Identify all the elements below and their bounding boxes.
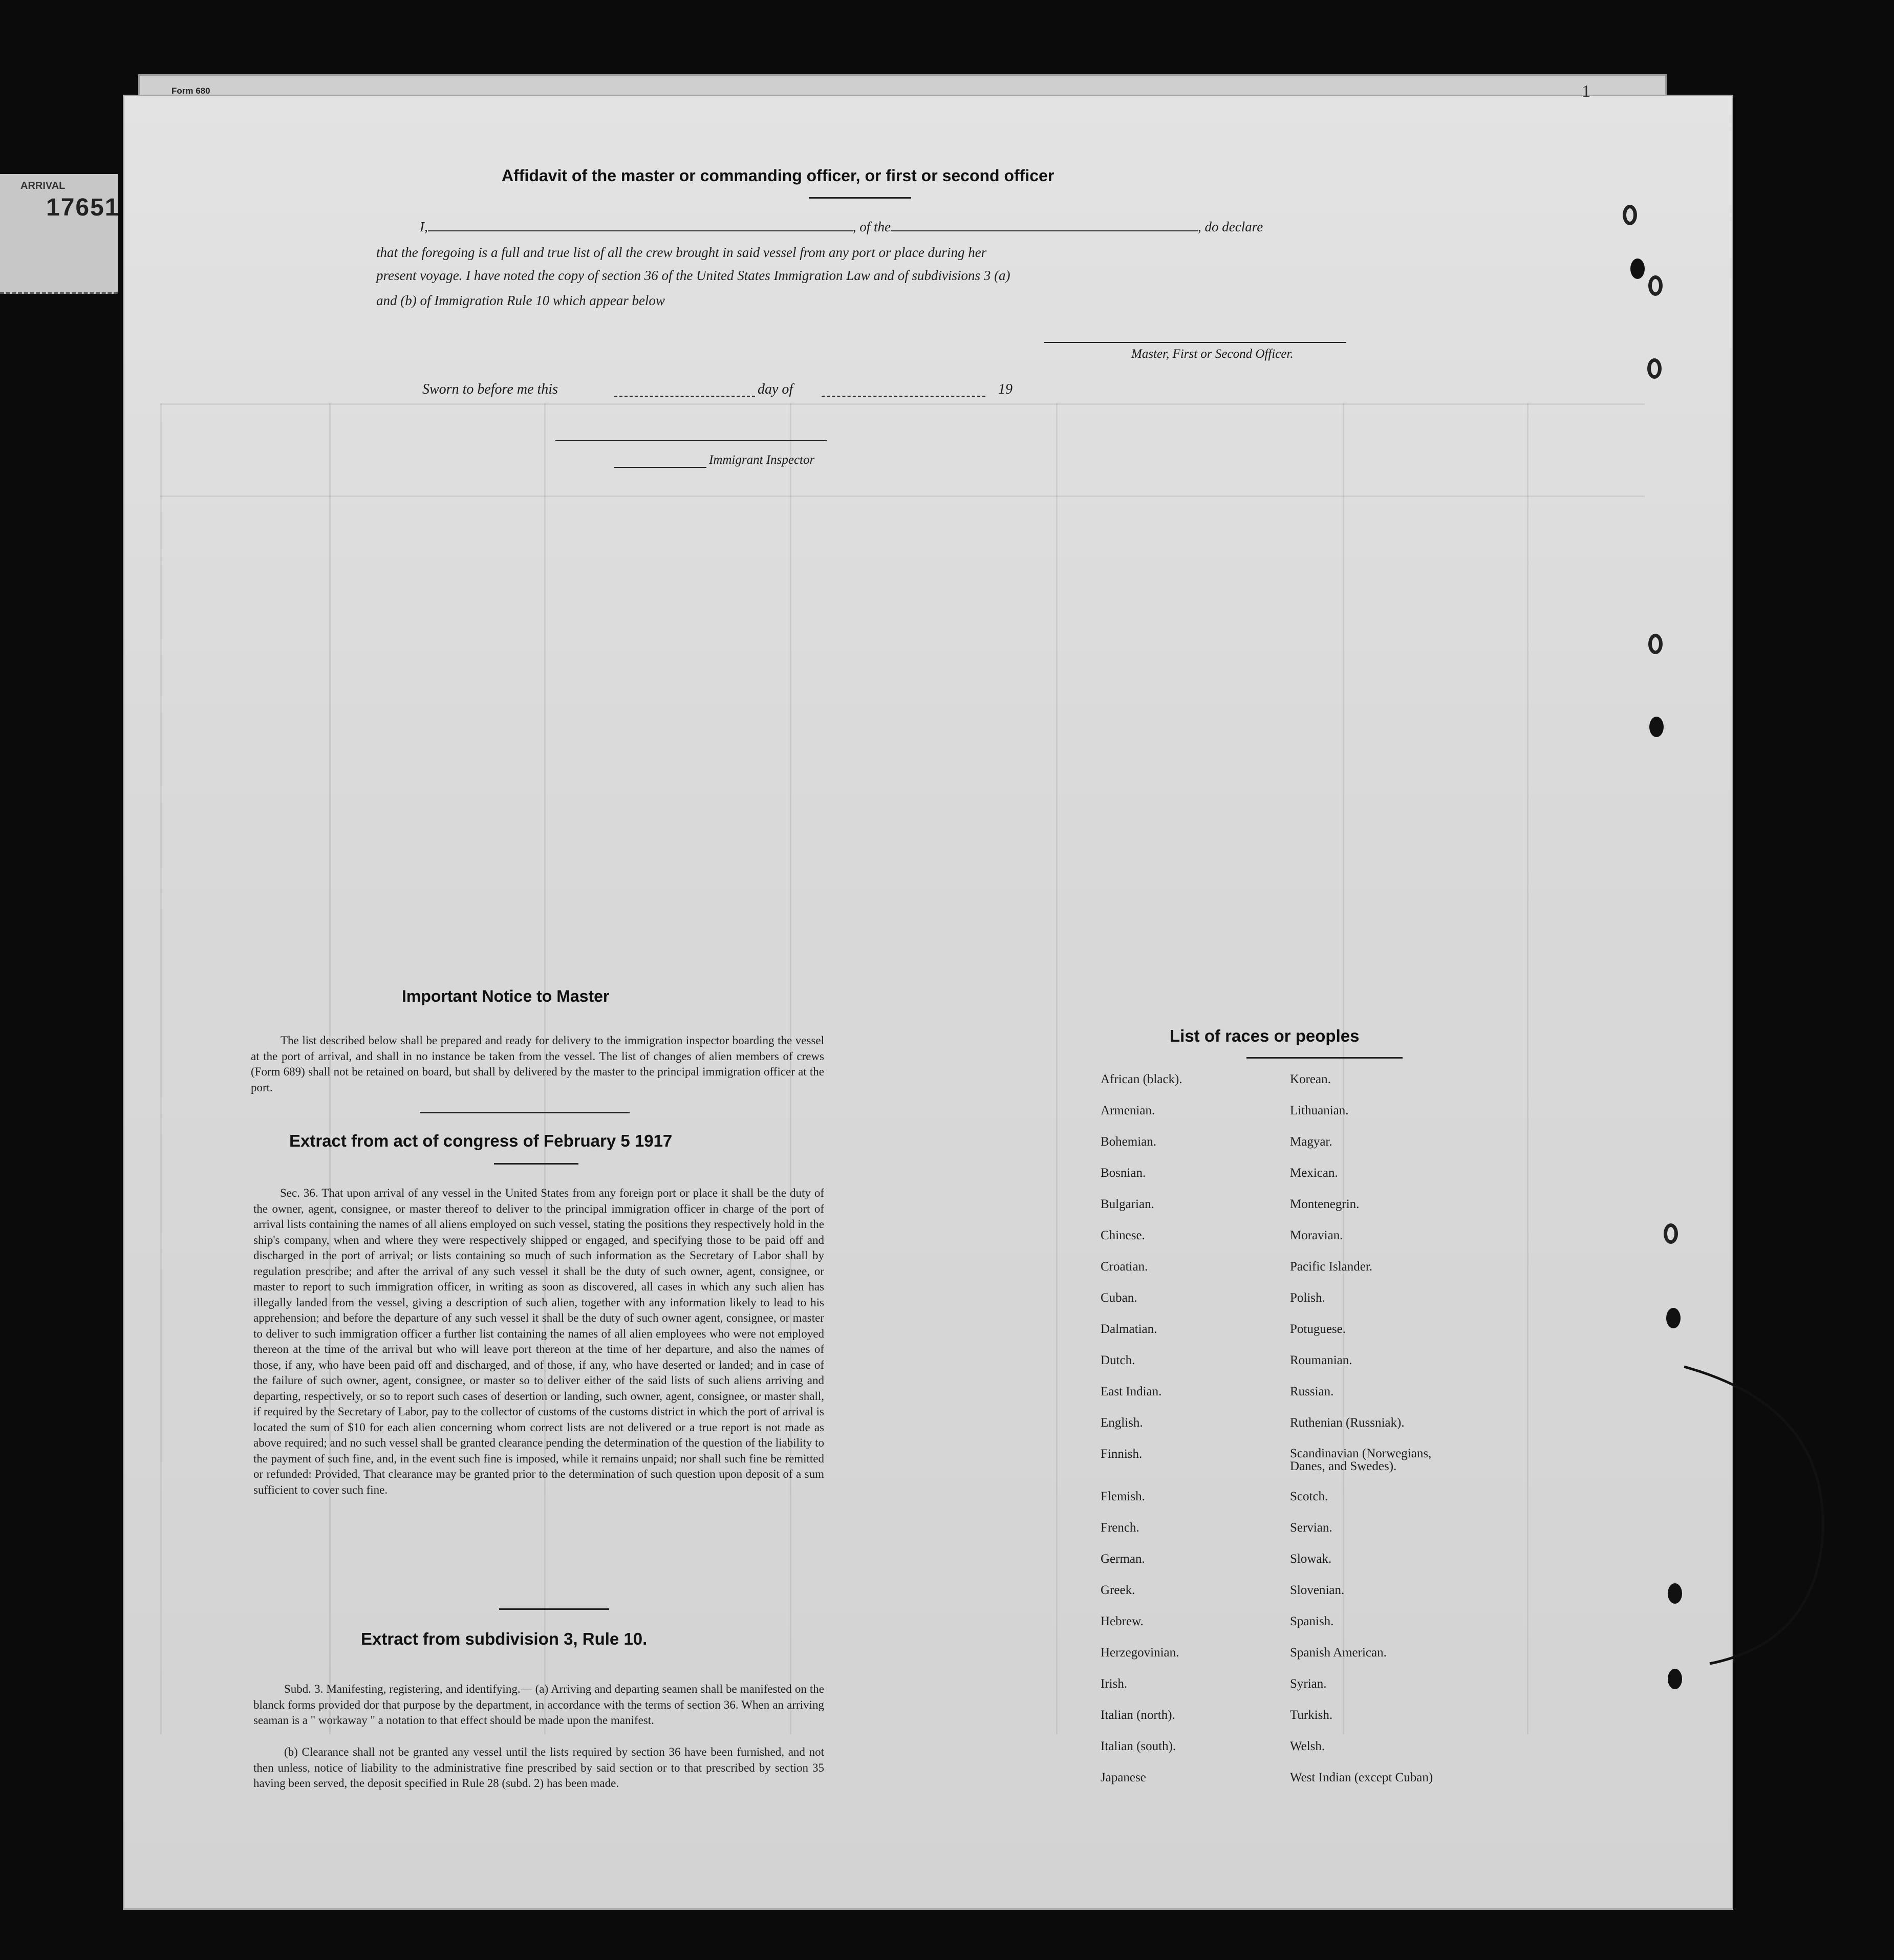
race-item: Potuguese. xyxy=(1290,1322,1346,1336)
vessel-blank[interactable] xyxy=(891,230,1198,231)
affidavit-title: Affidavit of the master or commanding officer, or first or second officer xyxy=(502,166,1054,185)
stamp-arc xyxy=(1679,1356,1833,1674)
notice-text: The list described below shall be prepared and ready for delivery to the immigration inspector boarding the vessel at the port of arrival, and shall in no instance be taken from the vessel. The list of changes of alien members of crews (Form 689) shall not be retained on board, but shall by delivered by the master to the principal immigration officer at the port. xyxy=(251,1034,824,1094)
binder-hole xyxy=(1648,634,1663,654)
extract-rule-title: Extract from subdivision 3, Rule 10. xyxy=(361,1629,648,1648)
extract-act-title: Extract from act of congress of February 5 1917 xyxy=(289,1131,673,1150)
signature-label: Master, First or Second Officer. xyxy=(1131,347,1294,361)
binder-hole xyxy=(1648,275,1663,296)
race-item: Italian (south). xyxy=(1101,1739,1176,1753)
race-item: Dalmatian. xyxy=(1101,1322,1157,1336)
race-item: Bulgarian. xyxy=(1101,1197,1154,1211)
notice-title: Important Notice to Master xyxy=(402,987,610,1005)
race-item: Scotch. xyxy=(1290,1490,1328,1503)
sworn-year: 19 xyxy=(998,381,1013,397)
race-item: Magyar. xyxy=(1290,1135,1332,1149)
race-item: Herzegovinian. xyxy=(1101,1646,1179,1660)
race-item: German. xyxy=(1101,1552,1145,1566)
race-item: Cuban. xyxy=(1101,1291,1137,1305)
race-item: Armenian. xyxy=(1101,1104,1155,1117)
extract-act-rule xyxy=(494,1163,578,1165)
name-blank[interactable] xyxy=(428,230,853,231)
sworn-month-blank[interactable] xyxy=(822,396,985,397)
race-item: Montenegrin. xyxy=(1290,1197,1360,1211)
race-item: Japanese xyxy=(1101,1771,1146,1784)
race-item: Dutch. xyxy=(1101,1353,1135,1367)
race-item: Ruthenian (Russniak). xyxy=(1290,1416,1405,1430)
affidavit-title-rule xyxy=(809,197,911,199)
race-item: Scandinavian (Norwegians, Danes, and Swedes). xyxy=(1290,1447,1432,1473)
inspector-line[interactable] xyxy=(555,440,827,441)
race-item: Chinese. xyxy=(1101,1229,1145,1242)
binder-hole xyxy=(1623,205,1637,225)
race-item: Lithuanian. xyxy=(1290,1104,1349,1117)
sworn-day-of: day of xyxy=(758,381,793,397)
races-title: List of races or peoples xyxy=(1170,1026,1360,1045)
arrival-tab xyxy=(0,174,118,294)
inspector-label: Immigrant Inspector xyxy=(709,453,815,467)
race-item: Finnish. xyxy=(1101,1447,1143,1461)
race-item: French. xyxy=(1101,1521,1139,1535)
notice-rule xyxy=(420,1112,630,1113)
signature-line[interactable] xyxy=(1044,342,1346,343)
race-item: Greek. xyxy=(1101,1583,1135,1597)
affidavit-line-3: present voyage. I have noted the copy of section 36 of the United States Immigration Law and of subdivisions 3 (a) xyxy=(376,268,1010,283)
race-item: Slovenian. xyxy=(1290,1583,1345,1597)
extract-rule-text-b: (b) Clearance shall not be granted any vessel until the lists required by section 36 have been furnished, and not then unless, notice of liability to the administrative fine prescribed by said section or to that prescribed by section 35 having been served, the deposit specified in Rule 28 (subd. 2) has been made. xyxy=(253,1746,824,1790)
race-item: Bohemian. xyxy=(1101,1135,1157,1149)
affidavit-i: I, xyxy=(420,219,428,234)
race-item: Spanish. xyxy=(1290,1614,1334,1628)
race-item: Russian. xyxy=(1290,1385,1334,1398)
binder-hole xyxy=(1666,1308,1681,1328)
extract-rule-text-a: Subd. 3. Manifesting, registering, and identifying.— (a) Arriving and departing seamen shall be manifested on the blanck forms provided dor that purpose by the department, in accordance with the terms of section 36. When an arriving seaman is a " workaway " a notation to that effect should be made upon the manifest. xyxy=(253,1683,824,1727)
affidavit-line-1 xyxy=(376,215,1344,239)
binder-hole xyxy=(1647,358,1662,379)
binder-hole xyxy=(1649,717,1664,737)
race-item: Korean. xyxy=(1290,1072,1331,1086)
affidavit-of-the: , of the xyxy=(852,219,891,234)
race-item: English. xyxy=(1101,1416,1143,1430)
race-item: Servian. xyxy=(1290,1521,1332,1535)
extract-act-text: Sec. 36. That upon arrival of any vessel in the United States from any foreign port or place it shall be the duty of the owner, agent, consignee, or master thereof to deliver to the principal immigration officer in charge of the port of arrival lists containing the names of all aliens employed on such vessel, stating the positions they respectively hold in the ship's company, when and where they were respectively shipped or engaged, and specifying those to be paid off and discharged in the port of arrival; or lists containing so much of such information as the Secretary of Labor shall by regulation prescribe; and after the arrival of any such vessel it shall be the duty of such owner, agent, consignee, or master to report to such immigration officer, in writing as soon as discovered, all cases in which any such alien has illegally landed from the vessel, giving a description of such alien, together with any information likely to lead to his apprehension; and before the departure of any such vessel it shall be the duty of such owner agent, consignee, or master to deliver to such immigration officer a further list containing the names of all alien employees who were not employed thereon at the time of the arrival but who will leave port thereon at the time of her departure, and also the names of those, if any, who have been paid off and discharged, and of those, if any, who have deserted or landed; and in case of the failure of such owner, agent, consignee, or master so to deliver either of the said lists of such aliens arriving and departing, respectively, or so to report such cases of desertion or landing, such owner, agent, consignee, or master shall, if required by the Secretary of Labor, pay to the collector of customs of the customs district in which the port of arrival is located the sum of $10 for each alien concerning whom correct lists are not delivered or a true report is not made as above required; and no such vessel shall be granted clearance pending the determination of the question of the liability to the payment of such fine, and, in the event such fine is imposed, while it remains unpaid; nor shall such fine be remitted or refunded: Provided, That clearance may be granted prior to the determination of such question upon deposit of a sum sufficient to cover such fine. xyxy=(253,1187,824,1496)
races-title-rule xyxy=(1246,1057,1403,1059)
arrival-label: ARRIVAL xyxy=(20,180,66,191)
race-item: Irish. xyxy=(1101,1677,1128,1691)
extract-act-end-rule xyxy=(499,1608,609,1610)
race-item: Slowak. xyxy=(1290,1552,1332,1566)
race-item: Italian (north). xyxy=(1101,1708,1175,1722)
sworn-text: Sworn to before me this xyxy=(422,381,558,397)
arrival-number: 17651 xyxy=(46,194,120,221)
sworn-day-blank[interactable] xyxy=(614,396,755,397)
race-item: Moravian. xyxy=(1290,1229,1343,1242)
form-number: Form 680 xyxy=(171,86,210,96)
affidavit-line-4: and (b) of Immigration Rule 10 which appear below xyxy=(376,293,665,308)
inspector-line-short xyxy=(614,467,706,468)
affidavit-declare: , do declare xyxy=(1198,219,1263,234)
race-item: Croatian. xyxy=(1101,1260,1148,1274)
binder-hole xyxy=(1664,1223,1678,1244)
race-item: Flemish. xyxy=(1101,1490,1145,1503)
affidavit-line-2: that the foregoing is a full and true list of all the crew brought in said vessel from any port or place during her xyxy=(376,245,987,260)
race-item: East Indian. xyxy=(1101,1385,1162,1398)
race-item: Polish. xyxy=(1290,1291,1325,1305)
race-item: Pacific Islander. xyxy=(1290,1260,1373,1274)
race-item: Syrian. xyxy=(1290,1677,1327,1691)
race-item: Hebrew. xyxy=(1101,1614,1144,1628)
race-item: Mexican. xyxy=(1290,1166,1338,1180)
race-item: Spanish American. xyxy=(1290,1646,1387,1660)
corner-mark: 1 xyxy=(1582,82,1590,101)
race-item: African (black). xyxy=(1101,1072,1182,1086)
race-item: Roumanian. xyxy=(1290,1353,1352,1367)
race-item: Bosnian. xyxy=(1101,1166,1146,1180)
race-item: Turkish. xyxy=(1290,1708,1333,1722)
race-item: West Indian (except Cuban) xyxy=(1290,1771,1433,1784)
race-item: Welsh. xyxy=(1290,1739,1325,1753)
binder-hole xyxy=(1630,259,1645,279)
